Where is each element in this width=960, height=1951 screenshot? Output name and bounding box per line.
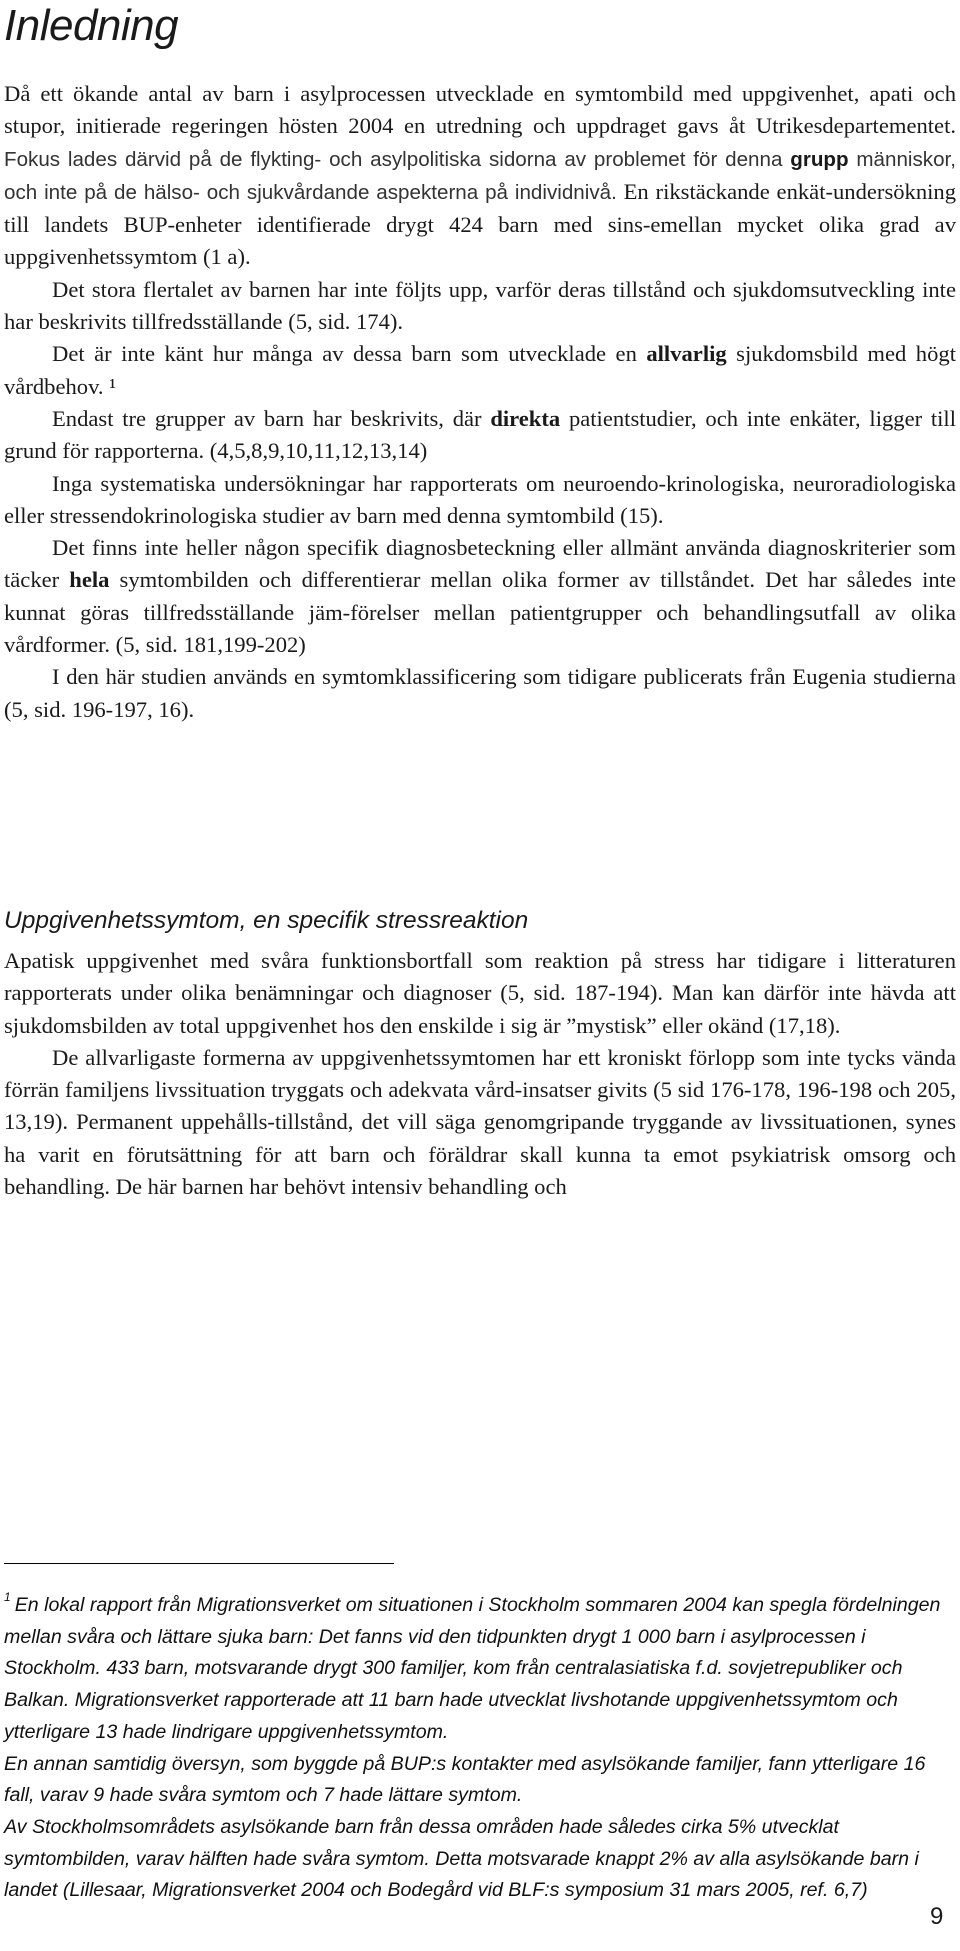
text-run: Då ett ökande antal av barn i asylprocessen utvecklade en symtombild med uppgivenhet, apati och stupor, initierade regeringen hösten 2004 en utredning och uppdraget gavs åt Utrikesdepartementet.	[4, 81, 956, 139]
text-run-sans: människor, och inte på de hälso- och sjukvårdande aspekterna på individnivå.	[4, 147, 956, 204]
text-run-sans: Fokus lades därvid på de flykting- och asylpolitiska sidorna av problemet för denna	[4, 147, 791, 171]
paragraph	[4, 532, 956, 661]
text-run: Det stora flertalet av barnen har inte följts upp, varför deras tillstånd och sjukdomsutveckling inte har beskrivits tillfredsställande (5, sid. 174).	[4, 276, 956, 335]
stress-reaction-section	[4, 945, 956, 1203]
paragraph	[4, 661, 956, 726]
text-run: symtombilden och differentierar mellan olika former av tillståndet. Det har således inte kunnat göras tillfredsställande jäm-förelser mellan patientgrupper och behandlingsutfall av olika vårdformer. (5, sid. 181,199-202)	[4, 567, 956, 658]
page-number: 9	[930, 1903, 944, 1930]
bold-term: direkta	[490, 405, 561, 431]
footnote-text: En lokal rapport från Migrationsverket om situationen i Stockholm sommaren 2004 kan spegla fördelningen mellan svåra och lättare sjuka barn: Det fanns vid den tidpunkten drygt 1 000 barn i asylprocessen i Stockholm. 433 barn, motsvarande drygt 300 familjer, kom från centralasiatiska f.d. sovjetrepubliker och Balkan. Migrationsverket rapporterade att 11 barn hade utvecklat livshotande uppgivenhetssymtom och ytterligare 13 hade lindrigare uppgivenhetssymtom.	[4, 1594, 941, 1743]
text-run: patientstudier, och inte enkäter, ligger till grund för rapporterna. (4,5,8,9,10,11,12,13,14)	[4, 405, 956, 464]
text-run: Apatisk uppgivenhet med svåra funktionsbortfall som reaktion på stress har tidigare i litteraturen rapporterats under olika benämningar och diagnoser (5, sid. 187-194). Man kan därför inte hävda att sjukdomsbilden av total uppgivenhet hos den enskilde i sig är ”mystisk” eller okänd (17,18).	[4, 948, 956, 1038]
paragraph	[4, 338, 956, 403]
page-title: Inledning	[4, 1, 179, 50]
paragraph	[4, 274, 956, 339]
paragraph	[4, 945, 956, 1042]
footnote-paragraph	[4, 1812, 956, 1907]
paragraph	[4, 468, 956, 533]
paragraph	[4, 78, 956, 274]
text-run: Endast tre grupper av barn har beskrivits, där	[52, 405, 491, 431]
footnote	[4, 1582, 956, 1907]
footnote-separator	[4, 1563, 394, 1564]
footnote-text: Av Stockholmsområdets asylsökande barn från dessa områden hade således cirka 5% utvecklat symtombilden, varav hälften hade svåra symtom. Detta motsvarade knappt 2% av alla asylsökande barn i landet (Lillesaar, Migrationsverket 2004 och Bodegård vid BLF:s symposium 31 mars 2005, ref. 6,7)	[4, 1815, 919, 1902]
section-heading: Uppgivenhetssymtom, en specifik stressreaktion	[4, 907, 529, 934]
paragraph	[4, 1042, 956, 1203]
footnote-paragraph	[4, 1749, 956, 1812]
text-run: Inga systematiska undersökningar har rapporterats om neuroendo-krinologiska, neuroradiologiska eller stressendokrinologiska studier av barn med denna symtombild (15).	[4, 470, 956, 528]
text-run: En rikstäckande enkät-undersökning till landets BUP-enheter identifierade drygt 424 barn med sins-emellan mycket olika grad av uppgivenhetssymtom (1 a).	[4, 178, 956, 270]
paragraph	[4, 403, 956, 468]
bold-term: hela	[69, 567, 110, 593]
bold-term: grupp	[790, 147, 849, 171]
text-run: Det är inte känt hur många av dessa barn som utvecklade en	[52, 341, 647, 367]
footnote-text: En annan samtidig översyn, som byggde på BUP:s kontakter med asylsökande familjer, fann ytterligare 16 fall, varav 9 hade svåra symtom och 7 hade lättare symtom.	[4, 1752, 926, 1807]
intro-section	[4, 78, 956, 726]
text-run: sjukdomsbild med högt vårdbehov. ¹	[4, 341, 956, 399]
text-run: Det finns inte heller någon specifik diagnosbeteckning eller allmänt använda diagnoskriterier som täcker	[4, 535, 956, 593]
footnote-paragraph	[4, 1582, 956, 1749]
bold-term: allvarlig	[646, 341, 727, 367]
text-run: De allvarligaste formerna av uppgivenhetssymtomen har ett kroniskt förlopp som inte tycks vända förrän familjens livssituation tryggats och adekvata vård-insatser givits (5 sid 176-178, 196-198 och 205, 13,19). Permanent uppehålls-tillstånd, det vill säga genomgripande tryggande av livssituationen, synes ha varit en förutsättning för att barn och föräldrar skall kunna ta emot psykiatrisk omsorg och behandling. De här barnen har behövt intensiv behandling och	[4, 1044, 956, 1200]
footnote-marker: 1	[4, 1590, 11, 1604]
text-run: I den här studien används en symtomklassificering som tidigare publicerats från Eugenia studierna (5, sid. 196-197, 16).	[4, 664, 956, 722]
